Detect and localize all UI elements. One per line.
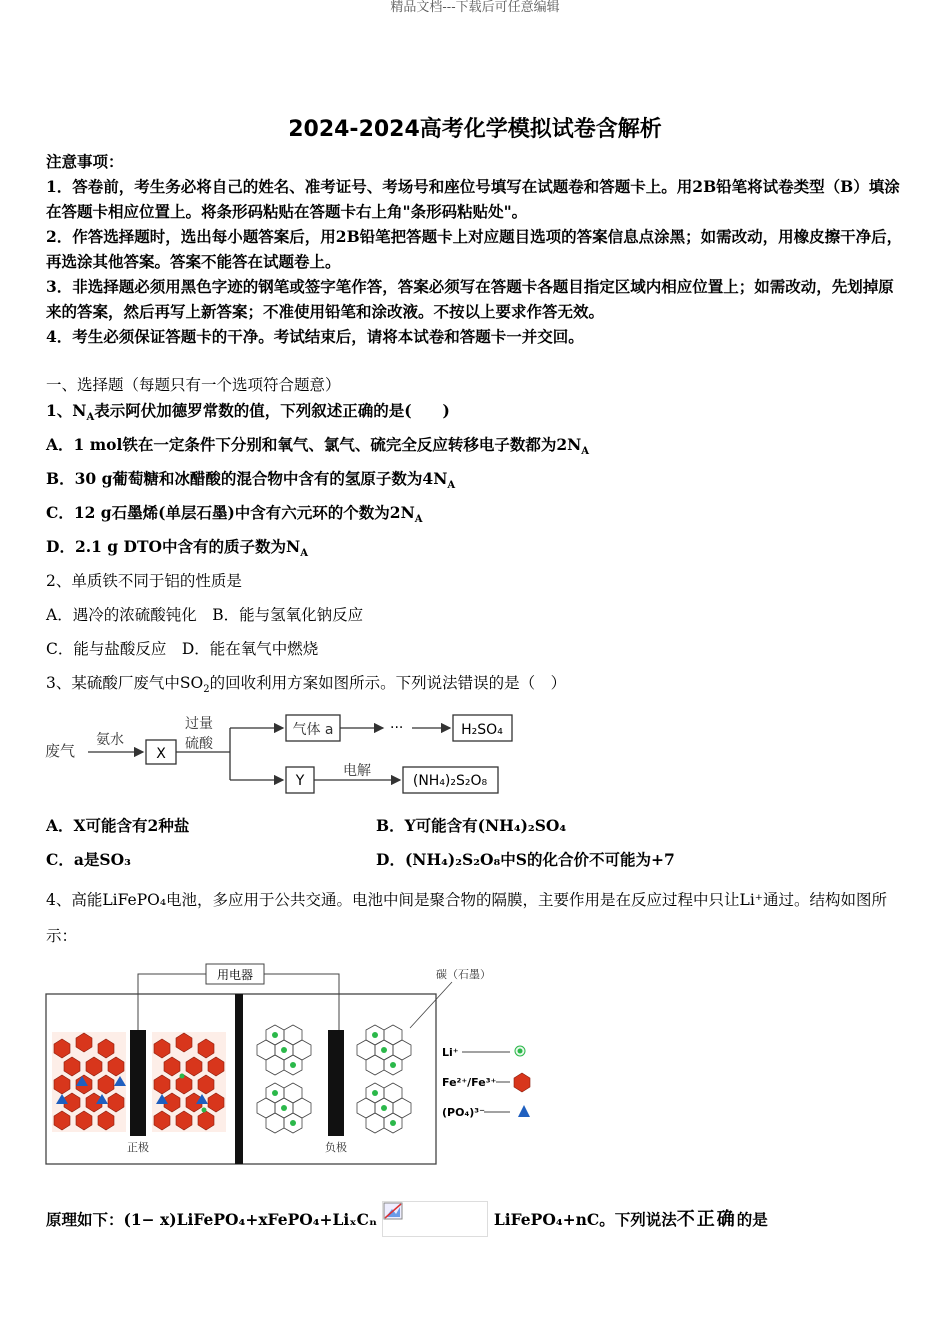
flow-dots: ··· — [390, 720, 404, 736]
q3-stem: 3、某硫酸厂废气中$SO_2$的回收利用方案如图所示。下列说法错误的是（ ） — [46, 674, 567, 696]
q2-options-cd: C．能与盐酸反应 D．能在氧气中燃烧 — [46, 640, 319, 658]
notice-item-4: 4．考生必须保证答题卡的干净。考试结束后，请将本试卷和答题卡一并交回。 — [46, 327, 584, 346]
load-label: 用电器 — [216, 968, 254, 982]
notice-heading: 注意事项： — [46, 152, 124, 171]
q1-option-b: B．30 g葡萄糖和冰醋酸的混合物中含有的氢原子数为$4N_A$ — [46, 469, 456, 492]
flow-acid-line2: 硫酸 — [185, 736, 213, 752]
q2-stem: 2、单质铁不同于铝的性质是 — [46, 572, 242, 590]
anode-graphite-left — [257, 1025, 311, 1133]
q2-options-ab: A．遇冷的浓硫酸钝化 B．能与氢氧化钠反应 — [46, 606, 364, 624]
cathode-crystal-left — [52, 1032, 126, 1132]
legend-li-icon — [518, 1049, 523, 1054]
flow-electrolysis: 电解 — [343, 763, 371, 779]
carbon-label: 碳（石墨） — [436, 968, 491, 981]
notice-item-3: 3．非选择题必须用黑色字迹的钢笔或签字笔作答，答案必须写在答题卡各题目指定区域内相应位置上；如需改动，先划掉原来的答案，然后再写上新答案；不准使用铅笔和涂改液。不按以上要求作答无效。 — [46, 277, 894, 321]
equilibrium-arrow-image — [382, 1201, 488, 1237]
flow-acid-line1: 过量 — [185, 716, 213, 732]
flow-y-label: Y — [295, 773, 305, 789]
q3-option-b: B．Y可能含有(NH₄)₂SO₄ — [376, 816, 567, 835]
page-header: 精品文档---下载后可任意编辑 — [390, 0, 560, 15]
legend-po4-icon — [518, 1105, 530, 1117]
legend-fe-icon — [514, 1073, 530, 1092]
negative-label: 负极 — [325, 1141, 347, 1154]
q1-stem: 1、$N_A$表示阿伏加德罗常数的值，下列叙述正确的是( ) — [46, 401, 450, 424]
legend-li: Li⁺ — [442, 1046, 459, 1059]
positive-label: 正极 — [127, 1141, 149, 1154]
flow-h2so4-label: H₂SO₄ — [461, 722, 503, 738]
q4-battery-diagram — [44, 958, 544, 1170]
flow-product-label: (NH₄)₂S₂O₈ — [412, 773, 488, 789]
positive-electrode — [130, 1030, 146, 1136]
q3-option-a: A．X可能含有2种盐 — [46, 816, 190, 835]
q1-option-d: D．2.1 g DTO中含有的质子数为$N_A$ — [46, 537, 308, 560]
flow-ammonia: 氨水 — [96, 732, 124, 748]
legend-fe: Fe²⁺/Fe³⁺ — [442, 1076, 497, 1089]
legend-po4: (PO₄)³⁻ — [442, 1106, 485, 1119]
flow-waste-gas: 废气 — [45, 742, 76, 760]
flow-gas-label: 气体 a — [292, 722, 334, 738]
q4-stem: 4、高能LiFePO₄电池，多应用于公共交通。电池中间是聚合物的隔膜，主要作用是在反应过程中只让Li⁺通过。结构如图所示： — [46, 891, 887, 945]
anode-graphite-right — [357, 1025, 411, 1133]
cathode-crystal-right — [152, 1032, 226, 1132]
q4-principle: 原理如下：(1− x)LiFePO₄+xFePO₄+LiₓCₙ LiFePO₄+nC。下列说法不正确的是 — [46, 1201, 768, 1237]
notice-item-1: 1．答卷前，考生务必将自己的姓名、准考证号、考场号和座位号填写在试题卷和答题卡上。用2B铅笔将试卷类型（B）填涂在答题卡相应位置上。将条形码粘贴在答题卡右上角"条形码粘贴处"。 — [46, 177, 900, 221]
page-title: 2024-2024高考化学模拟试卷含解析 — [288, 117, 662, 142]
q1-option-c: C．12 g石墨烯(单层石墨)中含有六元环的个数为$2N_A$ — [46, 503, 423, 526]
broken-image-icon — [383, 1202, 405, 1222]
q1-option-a: A．1 mol铁在一定条件下分别和氧气、氯气、硫完全反应转移电子数都为$2N_A$ — [46, 435, 590, 458]
negative-electrode — [328, 1030, 344, 1136]
section-heading: 一、选择题（每题只有一个选项符合题意） — [46, 376, 341, 394]
q3-option-d: D．(NH₄)₂S₂O₈中S的化合价不可能为+7 — [376, 850, 675, 869]
separator-membrane — [235, 994, 243, 1164]
notice-item-2: 2．作答选择题时，选出每小题答案后，用2B铅笔把答题卡上对应题目选项的答案信息点涂黑；如需改动，用橡皮擦干净后，再选涂其他答案。答案不能答在试题卷上。 — [46, 227, 903, 271]
flow-x-label: X — [156, 746, 166, 762]
q3-option-c: C．a是SO₃ — [46, 850, 131, 869]
q3-flow-diagram — [40, 708, 520, 804]
